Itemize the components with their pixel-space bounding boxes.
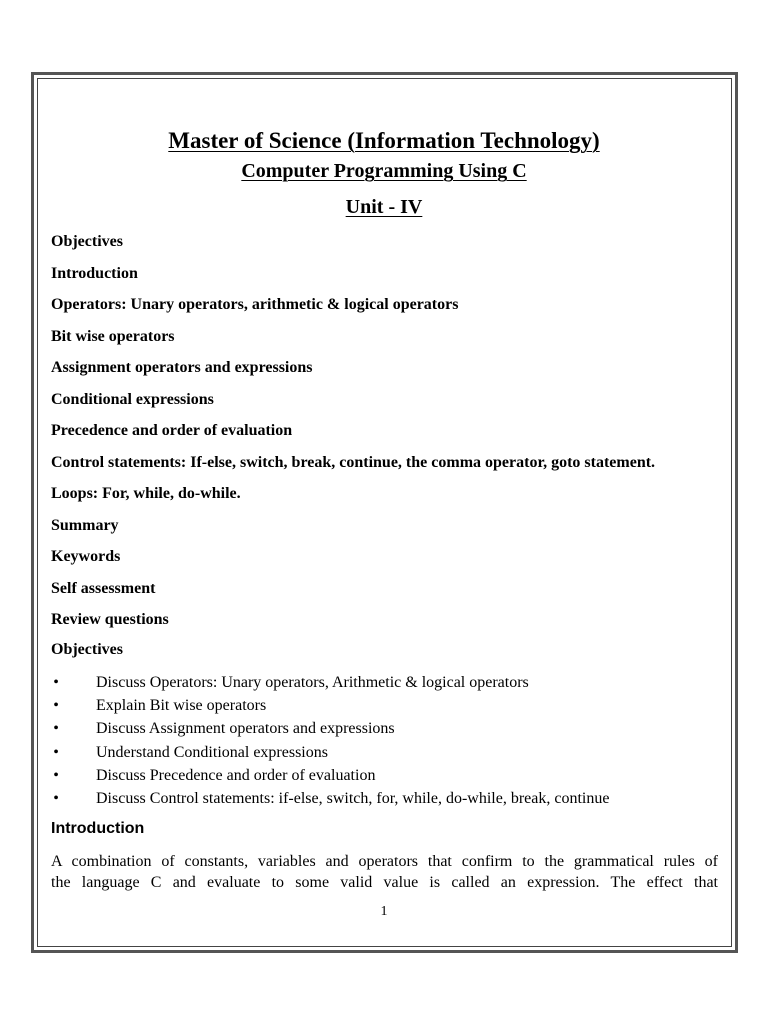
toc-item: Objectives — [51, 233, 123, 250]
toc-item: Operators: Unary operators, arithmetic & logical operators — [51, 296, 459, 313]
toc-item: Introduction — [51, 264, 138, 282]
table-of-contents — [51, 232, 655, 642]
unit-title: Unit - IV — [345, 196, 423, 218]
toc-item: Control statements: If-else, switch, break, continue, the comma operator, goto statement. — [51, 453, 656, 471]
toc-item: Summary — [51, 516, 119, 534]
toc-item: Self assessment — [51, 579, 156, 597]
objective-text: Discuss Precedence and order of evaluation — [96, 766, 376, 784]
page-number: 1 — [380, 904, 388, 919]
course-title: Computer Programming Using C — [241, 160, 527, 182]
document-title: Master of Science (Information Technology) — [168, 128, 600, 153]
toc-item: Review questions — [51, 611, 169, 628]
toc-item: Bit wise operators — [51, 327, 175, 345]
introduction-heading: Introduction — [51, 820, 145, 837]
introduction-paragraph — [51, 851, 718, 893]
toc-item: Loops: For, while, do-while. — [51, 485, 241, 502]
objective-item — [51, 719, 609, 742]
objective-text: Discuss Control statements: if-else, switch, for, while, do-while, break, continue — [96, 789, 610, 807]
objective-text: Discuss Operators: Unary operators, Arithmetic & logical operators — [96, 674, 529, 691]
bullet-icon: • — [53, 789, 59, 807]
paragraph-line: the language C and evaluate to some valid value is called an expression. The effect that — [51, 874, 718, 891]
bullet-icon: • — [53, 743, 59, 761]
objective-text: Discuss Assignment operators and expressions — [96, 720, 395, 738]
bullet-icon: • — [53, 674, 59, 691]
objective-item — [51, 789, 609, 812]
bullet-icon: • — [53, 720, 59, 738]
toc-item: Precedence and order of evaluation — [51, 422, 293, 439]
paragraph-line: A combination of constants, variables and operators that confirm to the grammatical rules of — [51, 853, 718, 870]
toc-item: Conditional expressions — [51, 390, 214, 408]
toc-item: Assignment operators and expressions — [51, 359, 313, 376]
objective-item — [51, 696, 609, 719]
bullet-icon: • — [53, 697, 59, 715]
objectives-list — [51, 673, 609, 812]
bullet-icon: • — [53, 766, 59, 784]
objective-text: Explain Bit wise operators — [96, 697, 267, 715]
objectives-heading: Objectives — [51, 641, 123, 658]
objective-text: Understand Conditional expressions — [96, 743, 328, 761]
objective-item — [51, 766, 609, 789]
objective-item — [51, 673, 609, 696]
toc-item: Keywords — [51, 548, 121, 565]
objective-item — [51, 743, 609, 766]
